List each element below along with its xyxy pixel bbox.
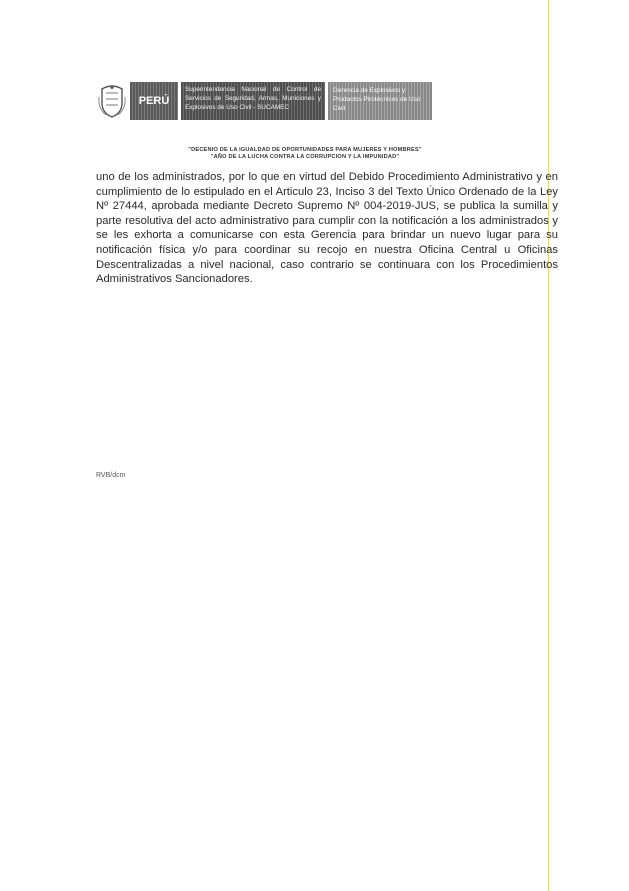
reference-initials: RVB/dcm: [96, 472, 126, 479]
motto-line-1: "DECENIO DE LA IGUALDAD DE OPORTUNIDADES PARA MUJERES Y HOMBRES": [188, 147, 422, 153]
institution-name: Superintendencia Nacional de Control de Servicios de Seguridad, Armas, Municiones y Explosivos de Uso Civil - SUCAMEC: [181, 82, 325, 120]
coat-of-arms-icon: [97, 82, 127, 120]
body-paragraph: uno de los administrados, por lo que en virtud del Debido Procedimiento Administrativo y en cumplimiento de lo estipulado en el Articulo 23, Inciso 3 del Texto Único Ordenado de la Ley Nº 27444, aprobada mediante Decreto Supremo Nº 004-2019-JUS, se publica la sumilla y parte resolutiva del acto administrativo para cumplir con la notificación a los administrados y se les exhorta a comunicarse con esta Gerencia para brindar un nuevo lugar para su notificación física y/o para coordinar su recojo en nuestra Oficina Central u Oficinas Descentralizadas a nivel nacional, caso contrario se continuara con los Procedimientos Administrativos Sancionadores.: [96, 171, 558, 286]
peru-label: PERÚ: [130, 82, 178, 120]
margin-line: [548, 0, 549, 891]
motto-line-2: "AÑO DE LA LUCHA CONTRA LA CORRUPCION Y LA IMPUNIDAD": [210, 154, 400, 160]
letterhead: [97, 82, 432, 122]
unit-name: Gerencia de Explosivos y Productos Pirotécnicos de Uso Civil: [328, 82, 432, 120]
